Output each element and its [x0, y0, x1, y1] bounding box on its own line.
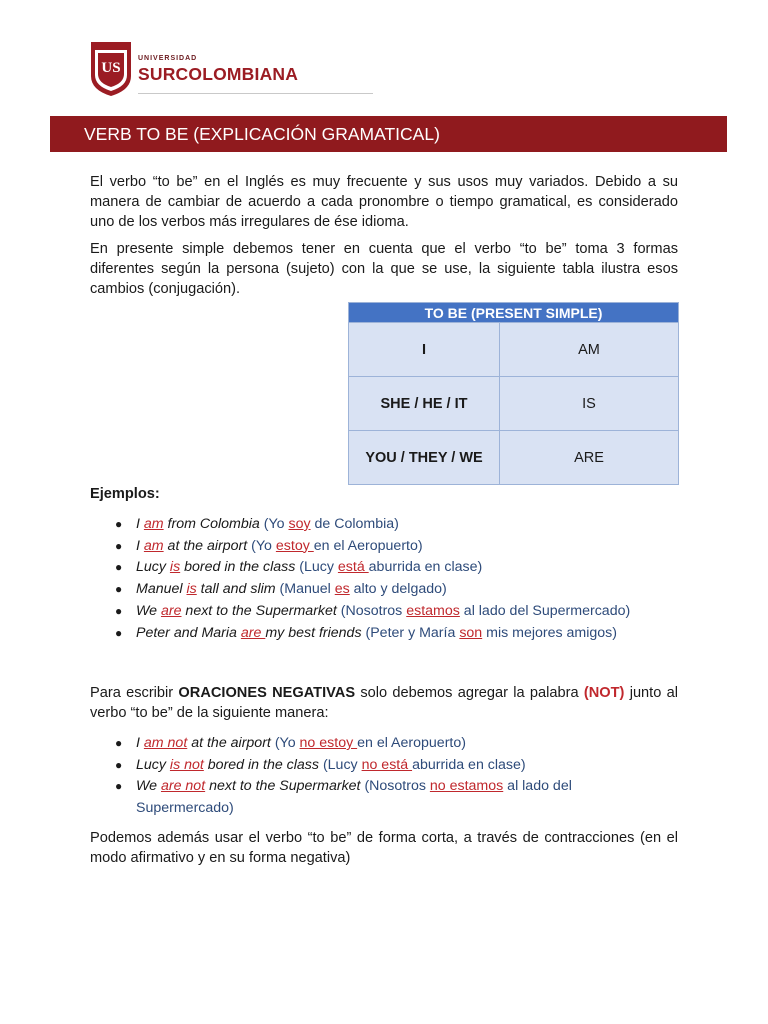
table-person-cell: I [349, 323, 500, 377]
table-form-cell: IS [500, 377, 679, 431]
logo-university-label: UNIVERSIDAD [138, 55, 198, 62]
section-title: VERB TO BE (EXPLICACIÓN GRAMATICAL) [84, 124, 440, 144]
verb-highlight: está [337, 559, 369, 576]
list-item: ● I am from Colombia (Yo soy de Colombia) [90, 514, 690, 536]
list-item: ● I am at the airport (Yo estoy en el Aeropuerto) [90, 536, 690, 558]
verb-highlight: no estoy [299, 735, 358, 751]
logo-divider [138, 93, 373, 94]
verb-highlight: are [240, 624, 266, 641]
verb-highlight: am not [143, 735, 188, 751]
bullet-icon: ● [115, 582, 123, 597]
bullet-icon: ● [115, 736, 123, 750]
table-row [349, 377, 679, 431]
bullet-icon: ● [115, 779, 123, 794]
verb-highlight: are not [160, 778, 206, 795]
verb-highlight: is [169, 559, 181, 576]
negative-sentences-label: ORACIONES NEGATIVAS [178, 685, 356, 701]
table-person-cell: SHE / HE / IT [349, 377, 500, 431]
list-item: ● I am not at the airport (Yo no estoy en el Aeropuerto) [90, 733, 630, 755]
list-item: ● Lucy is bored in the class (Lucy está aburrida en clase) [90, 557, 690, 579]
list-item: ● We are next to the Supermarket (Nosotros estamos al lado del Supermercado) [90, 601, 690, 623]
not-keyword: (NOT) [583, 685, 625, 701]
verb-highlight: estoy [275, 537, 314, 554]
intro-paragraph-2: En presente simple debemos tener en cuenta que el verbo “to be” toma 3 formas diferentes según la persona (sujeto) con la que se use, la siguiente tabla ilustra esos cambios (conjugación). [90, 241, 678, 297]
university-logo [89, 42, 299, 98]
bullet-icon: ● [115, 560, 123, 575]
verb-highlight: no está [361, 756, 413, 773]
list-item: ● Lucy is not bored in the class (Lucy no está aburrida en clase) [90, 755, 630, 777]
verb-highlight: is not [169, 756, 204, 773]
table-person-cell: YOU / THEY / WE [349, 431, 500, 485]
logo-letters: US [101, 60, 121, 76]
list-item: ● We are not next to the Supermarket (Nosotros no estamos al lado del Supermercado) [115, 778, 572, 817]
conjugation-table [348, 302, 679, 485]
negatives-list [90, 733, 630, 820]
bullet-icon: ● [115, 625, 123, 640]
logo-name: SURCOLOMBIANA [138, 64, 299, 84]
verb-highlight: is [186, 581, 197, 598]
list-item: ● Peter and Maria are my best friends (Peter y María son mis mejores amigos) [90, 623, 690, 645]
bullet-icon: ● [115, 517, 123, 531]
bullet-icon: ● [115, 603, 123, 618]
verb-highlight: am [143, 537, 164, 554]
verb-highlight: soy [288, 516, 311, 532]
table-header: TO BE (PRESENT SIMPLE) [349, 303, 679, 323]
verb-highlight: no estamos [429, 778, 504, 795]
list-item: ● Manuel is tall and slim (Manuel es alto y delgado) [90, 579, 690, 601]
table-form-cell: AM [500, 323, 679, 377]
table-form-cell: ARE [500, 431, 679, 485]
bullet-icon: ● [115, 538, 123, 553]
table-header-row [349, 303, 679, 323]
verb-highlight: es [334, 581, 350, 598]
table-row [349, 323, 679, 377]
verb-highlight: are [160, 602, 182, 619]
closing-paragraph: Podemos además usar el verbo “to be” de forma corta, a través de contracciones (en el modo afirmativo y en su forma negativa) [90, 830, 678, 866]
verb-highlight: am [143, 516, 164, 532]
intro-paragraph-1: El verbo “to be” en el Inglés es muy frecuente y sus usos muy variados. Debido a su manera de cambiar de acuerdo a cada pronombre o tiempo gramatical, es considerado uno de los verbos más irregulares de ése idioma. [90, 174, 678, 230]
negative-intro-paragraph: Para escribir ORACIONES NEGATIVAS solo debemos agregar la palabra (NOT) junto al verbo “to be” de la siguiente manera: [90, 685, 678, 721]
table-row [349, 431, 679, 485]
verb-highlight: estamos [406, 602, 460, 619]
section-title-bar [50, 116, 727, 152]
bullet-icon: ● [115, 757, 123, 772]
examples-list [90, 514, 690, 644]
examples-heading: Ejemplos: [90, 486, 160, 502]
verb-highlight: son [459, 624, 483, 641]
